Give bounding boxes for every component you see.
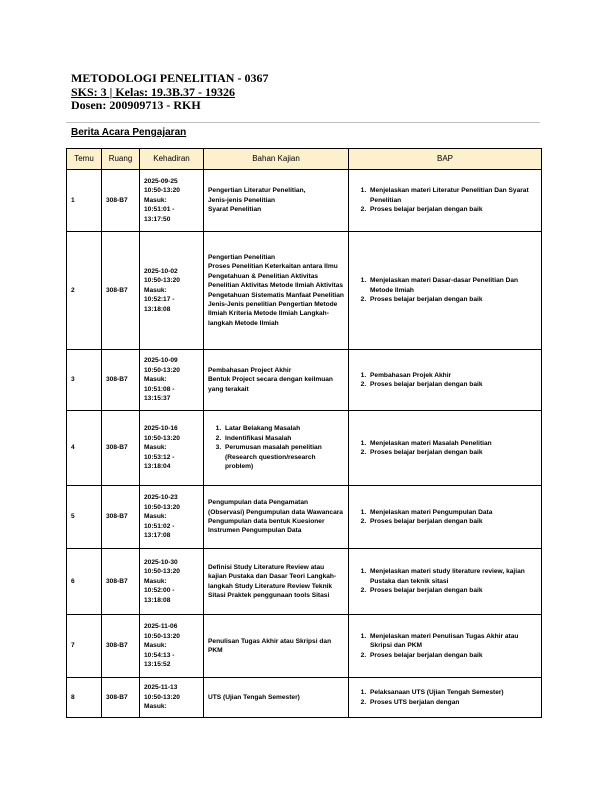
kehadiran-line: 10:54:13 -	[144, 651, 175, 659]
kehadiran-line: 10:50-13:20	[144, 693, 180, 701]
kehadiran-line: Masuk:	[144, 444, 167, 452]
bap-item: 1. Menjelaskan materi Dasar-dasar Penelitian Dan Metode Ilmiah	[368, 276, 537, 295]
cell-bap	[349, 170, 542, 232]
kehadiran-line: Masuk:	[144, 577, 167, 585]
cell-kehadiran	[140, 350, 204, 411]
bahan-line: Pembahasan Project Akhir	[208, 366, 292, 374]
cell-ruang: 308-B7	[102, 678, 140, 718]
table-body	[67, 170, 542, 718]
kehadiran-line: Masuk:	[144, 196, 167, 204]
kehadiran-line: 10:51:02 -	[144, 522, 175, 530]
bap-item: 2. Proses belajar berjalan dengan baik	[368, 448, 537, 457]
cell-bap	[349, 350, 542, 411]
bahan-line: Pengertian Penelitian	[208, 253, 276, 261]
kehadiran-line: 10:50-13:20	[144, 277, 180, 285]
bap-item: 2. Proses belajar berjalan dengan baik	[368, 380, 537, 389]
kehadiran-line: Masuk:	[144, 642, 167, 650]
kehadiran-line: 13:18:08	[144, 596, 171, 604]
bahan-line: Proses Penelitian Keterkaitan antara Ilmu Pengetahuan & Penelitian Aktivitas Penelitian Aktivitas Metode Ilmiah Aktivitas Pengetahuan Sistematis Manfaat Penelitian Jenis-Jenis penelitian Pengertian Metode Ilmiah Kriteria Metode Ilmiah Langkah-langkah Metode Ilmiah	[208, 263, 344, 327]
table-row	[67, 411, 542, 486]
header-bap: BAP	[349, 149, 542, 170]
kehadiran-line: 13:15:37	[144, 395, 171, 403]
cell-temu: 3	[67, 350, 102, 411]
bap-item: 1. Menjelaskan materi Penulisan Tugas Akhir atau Skripsi dan PKM	[368, 632, 537, 651]
kehadiran-line: 2025-10-23	[144, 494, 178, 502]
cell-ruang: 308-B7	[102, 411, 140, 486]
divider	[66, 122, 540, 123]
kehadiran-line: 10:50-13:20	[144, 503, 180, 511]
cell-bap	[349, 549, 542, 615]
kehadiran-line: Masuk:	[144, 376, 167, 384]
kehadiran-line: 10:51:01 -	[144, 206, 175, 214]
bahan-item: 3. Perumusan masalah penelitian (Research question/research problem)	[223, 443, 344, 471]
bap-item: 1. Menjelaskan materi Pengumpulan Data	[368, 508, 537, 517]
kehadiran-line: 13:17:08	[144, 532, 171, 540]
table-row	[67, 678, 542, 718]
cell-kehadiran	[140, 486, 204, 549]
bap-table	[66, 148, 542, 718]
cell-temu: 7	[67, 615, 102, 678]
kehadiran-line: 2025-10-30	[144, 558, 178, 566]
table-row	[67, 549, 542, 615]
kehadiran-line: 10:52:17 -	[144, 296, 175, 304]
bap-item: 1. Pembahasan Projek Akhir	[368, 371, 537, 380]
bap-list	[353, 508, 537, 527]
bap-list	[353, 371, 537, 390]
course-title: METODOLOGI PENELITIAN - 0367	[71, 71, 269, 85]
kehadiran-line: 2025-11-06	[144, 623, 178, 631]
bap-item: 1. Menjelaskan materi Literatur Penelitian Dan Syarat Penelitian	[368, 186, 537, 205]
cell-kehadiran	[140, 615, 204, 678]
header-ruang: Ruang	[102, 149, 140, 170]
table-row	[67, 232, 542, 350]
cell-temu: 6	[67, 549, 102, 615]
bahan-list	[208, 424, 344, 471]
bahan-item: 1. Latar Belakang Masalah	[223, 424, 344, 433]
header-temu: Temu	[67, 149, 102, 170]
kehadiran-line: 2025-10-02	[144, 267, 178, 275]
kehadiran-line: 2025-10-16	[144, 425, 178, 433]
header-kehadiran: Kehadiran	[140, 149, 204, 170]
cell-ruang: 308-B7	[102, 232, 140, 350]
bahan-item: 2. Indentifikasi Masalah	[223, 434, 344, 443]
cell-kehadiran	[140, 549, 204, 615]
cell-bahan-kajian	[204, 486, 349, 549]
kehadiran-line: Masuk:	[144, 703, 167, 711]
cell-bahan-kajian	[204, 678, 349, 718]
bap-item: 1. Menjelaskan materi study literature review, kajian Pustaka dan teknik sitasi	[368, 567, 537, 586]
cell-bahan-kajian	[204, 170, 349, 232]
cell-bap	[349, 615, 542, 678]
bap-list	[353, 632, 537, 660]
cell-temu: 8	[67, 678, 102, 718]
kehadiran-line: 13:17:50	[144, 215, 171, 223]
bap-list	[353, 567, 537, 595]
cell-kehadiran	[140, 170, 204, 232]
cell-bahan-kajian	[204, 615, 349, 678]
bahan-line: Pengertian Literatur Penelitian,	[208, 187, 306, 195]
section-title: Berita Acara Pengajaran	[71, 127, 187, 138]
bahan-line: Definisi Study Literature Review atau kajian Pustaka dan Dasar Teori Langkah-langkah Study Literature Review Teknik Sitasi Praktek penggunaan tools Sitasi	[208, 563, 337, 599]
kehadiran-line: 13:18:04	[144, 463, 171, 471]
bap-item: 2. Proses belajar berjalan dengan baik	[368, 205, 537, 214]
table-header-row	[67, 149, 542, 170]
kehadiran-line: 10:50-13:20	[144, 632, 180, 640]
bahan-line: Bentuk Project secara dengan keilmuan yang terakait	[208, 376, 333, 393]
cell-bap	[349, 486, 542, 549]
table-row	[67, 350, 542, 411]
kehadiran-line: Masuk:	[144, 513, 167, 521]
cell-bap	[349, 411, 542, 486]
kehadiran-line: 10:50-13:20	[144, 366, 180, 374]
kehadiran-line: 10:50-13:20	[144, 434, 180, 442]
cell-bap	[349, 678, 542, 718]
cell-bahan-kajian	[204, 350, 349, 411]
kehadiran-line: 10:50-13:20	[144, 568, 180, 576]
bap-item: 2. Proses belajar berjalan dengan baik	[368, 586, 537, 595]
kehadiran-line: 10:53:12 -	[144, 453, 175, 461]
cell-ruang: 308-B7	[102, 170, 140, 232]
kehadiran-line: 2025-09-25	[144, 177, 178, 185]
bap-item: 2. Proses UTS berjalan dengan	[368, 698, 537, 707]
kehadiran-line: 13:18:08	[144, 305, 171, 313]
bap-list	[353, 276, 537, 304]
cell-kehadiran	[140, 678, 204, 718]
bap-list	[353, 186, 537, 214]
table-row	[67, 170, 542, 232]
cell-temu: 4	[67, 411, 102, 486]
bap-item: 1. Pelaksanaan UTS (Ujian Tengah Semester)	[368, 688, 537, 697]
cell-ruang: 308-B7	[102, 486, 140, 549]
bap-list	[353, 439, 537, 458]
cell-bap	[349, 232, 542, 350]
bahan-line: Penulisan Tugas Akhir atau Skripsi dan PKM	[208, 637, 332, 654]
cell-bahan-kajian	[204, 232, 349, 350]
cell-kehadiran	[140, 232, 204, 350]
cell-temu: 2	[67, 232, 102, 350]
kehadiran-line: 10:51:08 -	[144, 385, 175, 393]
cell-kehadiran	[140, 411, 204, 486]
header-bahan-kajian: Bahan Kajian	[204, 149, 349, 170]
kehadiran-line: 10:50-13:20	[144, 187, 180, 195]
table-row	[67, 486, 542, 549]
course-sks-kelas: SKS: 3 | Kelas: 19.3B.37 - 19326	[71, 84, 235, 99]
course-dosen: Dosen: 200909713 - RKH	[71, 98, 201, 112]
kehadiran-line: 13:15:52	[144, 661, 171, 669]
bahan-line: Syarat Penelitian	[208, 206, 262, 214]
course-header	[71, 72, 268, 113]
cell-ruang: 308-B7	[102, 549, 140, 615]
bap-item: 2. Proses belajar berjalan dengan baik	[368, 517, 537, 526]
bahan-line: Pengumpulan data Pengamatan (Observasi) Pengumpulan data Wawancara Pengumpulan data bentuk Kuesioner Instrumen Pengumpulan Data	[208, 499, 343, 535]
cell-ruang: 308-B7	[102, 350, 140, 411]
cell-temu: 1	[67, 170, 102, 232]
kehadiran-line: 2025-11-13	[144, 684, 178, 692]
cell-ruang: 308-B7	[102, 615, 140, 678]
cell-bahan-kajian	[204, 549, 349, 615]
kehadiran-line: 10:52:00 -	[144, 587, 175, 595]
kehadiran-line: Masuk:	[144, 286, 167, 294]
bahan-line: Jenis-jenis Penelitian	[208, 196, 276, 204]
bap-item: 2. Proses belajar berjalan dengan baik	[368, 651, 537, 660]
table-row	[67, 615, 542, 678]
cell-bahan-kajian	[204, 411, 349, 486]
kehadiran-line: 2025-10-09	[144, 357, 178, 365]
cell-temu: 5	[67, 486, 102, 549]
bap-list	[353, 688, 537, 707]
bahan-line: UTS (Ujian Tengah Semester)	[208, 693, 300, 701]
bap-item: 1. Menjelaskan materi Masalah Penelitian	[368, 439, 537, 448]
bap-item: 2. Proses belajar berjalan dengan baik	[368, 295, 537, 304]
